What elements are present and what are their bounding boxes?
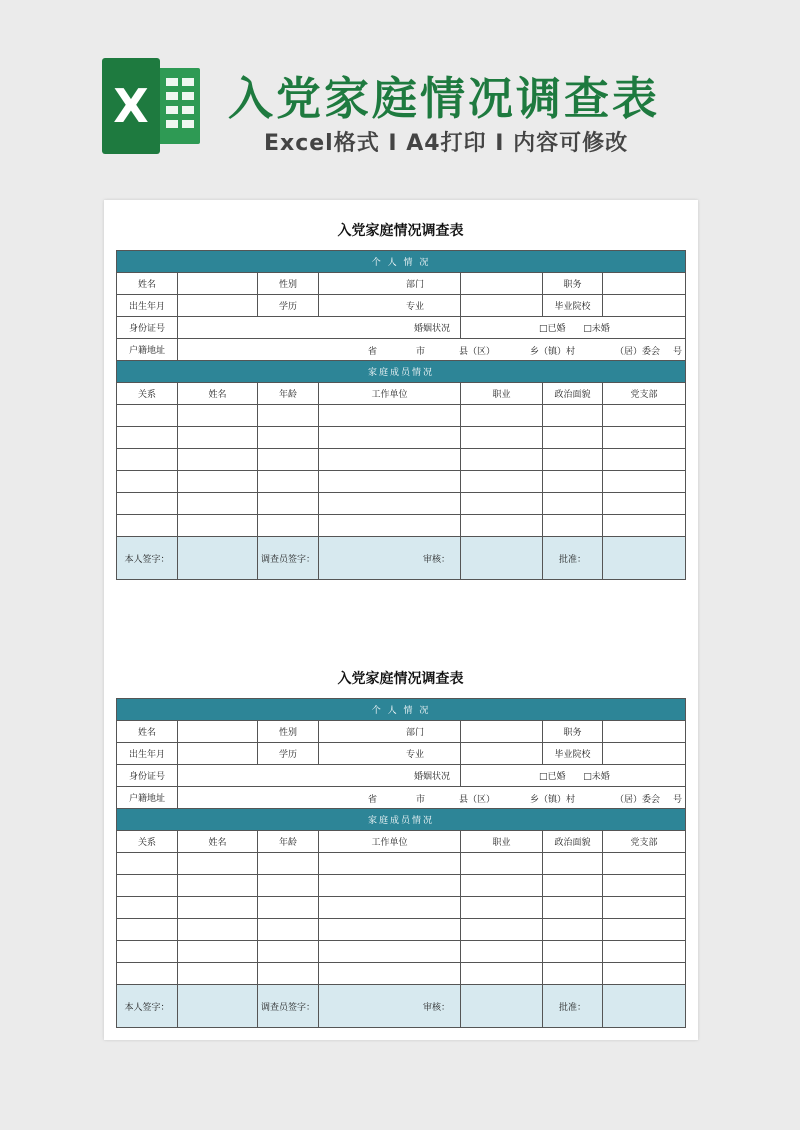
family-cell[interactable] — [603, 449, 686, 471]
family-row — [117, 941, 686, 963]
label-investigator-signature: 调查员签字： — [258, 537, 319, 580]
col-header: 政治面貌 — [543, 831, 603, 853]
section-family: 家庭成员情况 — [117, 361, 686, 383]
family-cell[interactable] — [603, 941, 686, 963]
family-cell[interactable] — [603, 963, 686, 985]
family-cell[interactable] — [319, 963, 461, 985]
family-cell[interactable] — [117, 941, 178, 963]
family-cell[interactable] — [461, 449, 543, 471]
label-major: 专业 — [405, 750, 424, 760]
family-cell[interactable] — [543, 493, 603, 515]
investigator-review-cell[interactable] — [319, 985, 461, 1028]
col-header: 政治面貌 — [543, 383, 603, 405]
family-row — [117, 493, 686, 515]
label-education: 学历 — [258, 743, 319, 765]
name-cell[interactable] — [178, 273, 258, 295]
label-birth: 出生年月 — [117, 743, 178, 765]
family-cell[interactable] — [258, 853, 319, 875]
addr-province: 省 — [368, 347, 378, 357]
family-cell[interactable] — [603, 515, 686, 537]
unmarried-checkbox[interactable]: □未婚 — [583, 324, 610, 334]
family-cell[interactable] — [319, 427, 461, 449]
family-cell[interactable] — [178, 919, 258, 941]
school-cell[interactable] — [603, 295, 686, 317]
addr-town: 乡（镇）村 — [530, 347, 576, 357]
family-cell[interactable] — [117, 897, 178, 919]
form-title: 入党家庭情况调查表 — [337, 223, 464, 239]
banner-subtitle: Excel格式 I A4打印 I 内容可修改 — [264, 131, 629, 156]
label-marital: 婚姻状况 — [413, 324, 450, 334]
family-cell[interactable] — [319, 853, 461, 875]
addr-committee: （居）委会 — [615, 347, 661, 357]
logo-letter: X — [113, 79, 149, 133]
review-field[interactable] — [461, 985, 543, 1028]
family-cell[interactable] — [319, 449, 461, 471]
col-header: 关系 — [117, 383, 178, 405]
family-cell[interactable] — [319, 515, 461, 537]
married-checkbox[interactable]: □已婚 — [539, 772, 566, 782]
col-header: 关系 — [117, 831, 178, 853]
family-cell[interactable] — [178, 897, 258, 919]
family-cell[interactable] — [178, 493, 258, 515]
addr-county: 县（区） — [459, 795, 496, 805]
form-title: 入党家庭情况调查表 — [337, 671, 464, 687]
family-cell[interactable] — [603, 897, 686, 919]
family-cell[interactable] — [461, 405, 543, 427]
family-row — [117, 471, 686, 493]
family-cell[interactable] — [543, 427, 603, 449]
married-checkbox[interactable]: □已婚 — [539, 324, 566, 334]
family-cell[interactable] — [178, 405, 258, 427]
family-cell[interactable] — [461, 875, 543, 897]
major-cell[interactable] — [461, 743, 543, 765]
family-cell[interactable] — [178, 941, 258, 963]
gender-and-dept-cell[interactable] — [319, 721, 461, 743]
family-cell[interactable] — [117, 493, 178, 515]
family-cell[interactable] — [319, 405, 461, 427]
label-residence: 户籍地址 — [117, 339, 178, 361]
family-cell[interactable] — [178, 963, 258, 985]
family-cell[interactable] — [117, 875, 178, 897]
education-and-major-cell[interactable] — [319, 295, 461, 317]
family-cell[interactable] — [603, 919, 686, 941]
family-cell[interactable] — [543, 853, 603, 875]
family-cell[interactable] — [603, 875, 686, 897]
family-cell[interactable] — [603, 493, 686, 515]
form-table — [116, 250, 686, 580]
family-cell[interactable] — [543, 449, 603, 471]
label-position: 职务 — [543, 721, 603, 743]
department-cell[interactable] — [461, 273, 543, 295]
family-cell[interactable] — [117, 471, 178, 493]
family-row — [117, 427, 686, 449]
review-field[interactable] — [461, 537, 543, 580]
family-cell[interactable] — [178, 427, 258, 449]
banner-title: 入党家庭情况调查表 — [228, 72, 661, 125]
family-cell[interactable] — [117, 919, 178, 941]
label-major: 专业 — [405, 302, 424, 312]
family-cell[interactable] — [461, 941, 543, 963]
label-self-signature: 本人签字： — [117, 985, 178, 1028]
label-self-signature: 本人签字： — [117, 537, 178, 580]
family-cell[interactable] — [258, 875, 319, 897]
family-cell[interactable] — [258, 405, 319, 427]
residence-cell[interactable] — [178, 787, 686, 809]
form-table — [116, 698, 686, 1028]
col-header: 职业 — [461, 383, 543, 405]
family-row — [117, 449, 686, 471]
family-row — [117, 515, 686, 537]
col-header: 工作单位 — [319, 383, 461, 405]
section-family: 家庭成员情况 — [117, 809, 686, 831]
col-header: 党支部 — [603, 831, 686, 853]
unmarried-checkbox[interactable]: □未婚 — [583, 772, 610, 782]
col-header: 姓名 — [178, 383, 258, 405]
family-row — [117, 405, 686, 427]
id-cell[interactable] — [178, 765, 461, 787]
label-birth: 出生年月 — [117, 295, 178, 317]
family-cell[interactable] — [178, 515, 258, 537]
label-education: 学历 — [258, 295, 319, 317]
family-cell[interactable] — [258, 427, 319, 449]
name-cell[interactable] — [178, 721, 258, 743]
family-cell[interactable] — [543, 875, 603, 897]
family-cell[interactable] — [319, 493, 461, 515]
family-cell[interactable] — [461, 963, 543, 985]
col-header: 年龄 — [258, 831, 319, 853]
family-cell[interactable] — [319, 897, 461, 919]
label-gender: 性别 — [258, 721, 319, 743]
family-cell[interactable] — [319, 875, 461, 897]
family-cell[interactable] — [258, 449, 319, 471]
family-row — [117, 963, 686, 985]
label-school: 毕业院校 — [543, 743, 603, 765]
col-header: 工作单位 — [319, 831, 461, 853]
addr-county: 县（区） — [459, 347, 496, 357]
addr-number: 号 — [673, 347, 683, 357]
label-gender: 性别 — [258, 273, 319, 295]
approve-field[interactable] — [603, 537, 686, 580]
position-cell[interactable] — [603, 721, 686, 743]
family-cell[interactable] — [461, 471, 543, 493]
family-cell[interactable] — [461, 919, 543, 941]
family-cell[interactable] — [117, 515, 178, 537]
col-header: 党支部 — [603, 383, 686, 405]
family-cell[interactable] — [603, 471, 686, 493]
family-cell[interactable] — [461, 515, 543, 537]
self-signature-field[interactable] — [178, 537, 258, 580]
family-cell[interactable] — [543, 471, 603, 493]
label-marital: 婚姻状况 — [413, 772, 450, 782]
addr-committee: （居）委会 — [615, 795, 661, 805]
addr-number: 号 — [673, 795, 683, 805]
department-cell[interactable] — [461, 721, 543, 743]
residence-cell[interactable] — [178, 339, 686, 361]
approve-field[interactable] — [603, 985, 686, 1028]
label-department: 部门 — [405, 728, 424, 738]
col-header: 姓名 — [178, 831, 258, 853]
family-cell[interactable] — [178, 449, 258, 471]
family-cell[interactable] — [543, 515, 603, 537]
major-cell[interactable] — [461, 295, 543, 317]
col-header: 职业 — [461, 831, 543, 853]
investigator-review-cell[interactable] — [319, 537, 461, 580]
family-cell[interactable] — [461, 853, 543, 875]
family-cell[interactable] — [543, 897, 603, 919]
family-cell[interactable] — [543, 405, 603, 427]
position-cell[interactable] — [603, 273, 686, 295]
family-cell[interactable] — [258, 919, 319, 941]
section-personal: 个 人 情 况 — [117, 699, 686, 721]
family-cell[interactable] — [178, 471, 258, 493]
paper-sheet — [104, 200, 698, 1040]
family-cell[interactable] — [178, 875, 258, 897]
family-cell[interactable] — [543, 963, 603, 985]
family-cell[interactable] — [603, 853, 686, 875]
label-approve: 批准： — [543, 985, 603, 1028]
family-cell[interactable] — [603, 405, 686, 427]
family-cell[interactable] — [117, 405, 178, 427]
banner — [0, 0, 800, 200]
addr-city: 市 — [416, 347, 426, 357]
gender-and-dept-cell[interactable] — [319, 273, 461, 295]
family-row — [117, 897, 686, 919]
label-review: 审核： — [422, 1002, 450, 1013]
label-approve: 批准： — [543, 537, 603, 580]
family-cell[interactable] — [178, 853, 258, 875]
education-and-major-cell[interactable] — [319, 743, 461, 765]
family-cell[interactable] — [258, 515, 319, 537]
section-personal: 个 人 情 况 — [117, 251, 686, 273]
label-name: 姓名 — [117, 273, 178, 295]
addr-city: 市 — [416, 795, 426, 805]
label-school: 毕业院校 — [543, 295, 603, 317]
addr-province: 省 — [368, 795, 378, 805]
label-review: 审核： — [422, 554, 450, 565]
addr-town: 乡（镇）村 — [530, 795, 576, 805]
family-row — [117, 919, 686, 941]
family-cell[interactable] — [543, 941, 603, 963]
birth-cell[interactable] — [178, 743, 258, 765]
family-row — [117, 875, 686, 897]
family-cell[interactable] — [117, 449, 178, 471]
family-cell[interactable] — [258, 493, 319, 515]
label-residence: 户籍地址 — [117, 787, 178, 809]
label-position: 职务 — [543, 273, 603, 295]
family-cell[interactable] — [258, 897, 319, 919]
family-cell[interactable] — [258, 471, 319, 493]
family-cell[interactable] — [258, 963, 319, 985]
school-cell[interactable] — [603, 743, 686, 765]
label-department: 部门 — [405, 280, 424, 290]
family-cell[interactable] — [319, 919, 461, 941]
self-signature-field[interactable] — [178, 985, 258, 1028]
family-cell[interactable] — [258, 941, 319, 963]
family-cell[interactable] — [461, 493, 543, 515]
label-id: 身份证号 — [117, 317, 178, 339]
family-cell[interactable] — [319, 471, 461, 493]
family-cell[interactable] — [543, 919, 603, 941]
logo-tile — [102, 58, 160, 154]
marital-cell[interactable] — [461, 317, 686, 339]
family-cell[interactable] — [461, 897, 543, 919]
family-row — [117, 853, 686, 875]
excel-icon — [102, 58, 202, 154]
label-id: 身份证号 — [117, 765, 178, 787]
id-cell[interactable] — [178, 317, 461, 339]
marital-cell[interactable] — [461, 765, 686, 787]
family-cell[interactable] — [461, 427, 543, 449]
birth-cell[interactable] — [178, 295, 258, 317]
family-cell[interactable] — [117, 963, 178, 985]
family-cell[interactable] — [603, 427, 686, 449]
label-investigator-signature: 调查员签字： — [258, 985, 319, 1028]
family-cell[interactable] — [319, 941, 461, 963]
family-cell[interactable] — [117, 427, 178, 449]
family-cell[interactable] — [117, 853, 178, 875]
label-name: 姓名 — [117, 721, 178, 743]
col-header: 年龄 — [258, 383, 319, 405]
